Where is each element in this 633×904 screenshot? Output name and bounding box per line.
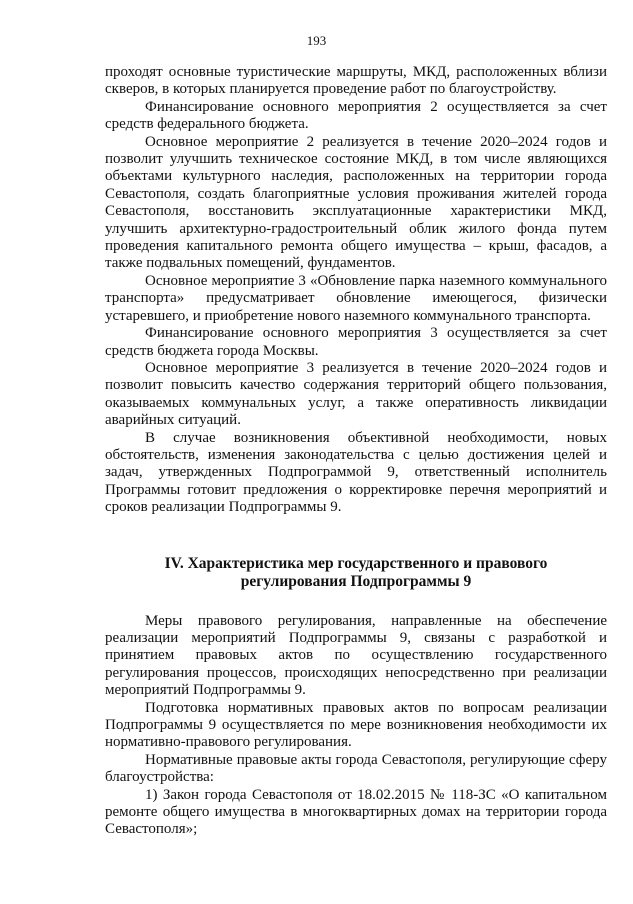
paragraph: Меры правового регулирования, направленные на обеспечение реализации мероприятий Подпрограммы 9, связаны с разработкой и принятием правовых актов по осуществлению государственного регулирования процессов, происходящих непосредственно при реализации мероприятий Подпрограммы 9. bbox=[105, 612, 607, 699]
document-body bbox=[105, 64, 607, 839]
paragraph: Основное мероприятие 3 «Обновление парка наземного коммунального транспорта» предусматривает обновление имеющегося, физически устаревшего, и приобретение нового наземного коммунального транспорта. bbox=[105, 272, 607, 324]
paragraph: Финансирование основного мероприятия 2 осуществляется за счет средств федерального бюджета. bbox=[105, 98, 607, 133]
paragraph: Основное мероприятие 3 реализуется в течение 2020–2024 годов и позволит повысить качество содержания территорий общего пользования, оказываемых коммунальных услуг, а также оперативность ликвидации аварийных ситуаций. bbox=[105, 359, 607, 429]
paragraph: Нормативные правовые акты города Севастополя, регулирующие сферу благоустройства: bbox=[105, 751, 607, 786]
section-heading-line-1: IV. Характеристика мер государственного и правового bbox=[164, 554, 548, 572]
section-heading bbox=[105, 555, 607, 591]
paragraph: В случае возникновения объективной необходимости, новых обстоятельств, изменения законодательства с целью достижения целей и задач, утвержденных Подпрограммой 9, ответственный исполнитель Программы готовит предложения о корректировке перечня мероприятий и сроков реализации Подпрограммы 9. bbox=[105, 429, 607, 516]
paragraph: Подготовка нормативных правовых актов по вопросам реализации Подпрограммы 9 осуществляется по мере возникновения необходимости их нормативно-правового регулирования. bbox=[105, 699, 607, 751]
section-heading-line-2: регулирования Подпрограммы 9 bbox=[240, 572, 472, 590]
paragraph: Основное мероприятие 2 реализуется в течение 2020–2024 годов и позволит улучшить техническое состояние МКД, в том числе являющихся объектами культурного наследия, расположенных на территории города Севастополя, создать благоприятные условия проживания жителей города Севастополя, восстановить эксплуатационные характеристики МКД, улучшить архитектурно-градостроительный облик жилого фонда путем проведения капитального ремонта общего имущества – крыш, фасадов, а также подвальных помещений, фундаментов. bbox=[105, 133, 607, 272]
page-number: 193 bbox=[306, 33, 327, 48]
paragraph: Финансирование основного мероприятия 3 осуществляется за счет средств бюджета города Москвы. bbox=[105, 325, 607, 359]
paragraph: проходят основные туристические маршруты, МКД, расположенных вблизи скверов, в которых планируется проведение работ по благоустройству. bbox=[105, 64, 607, 98]
list-item: 1) Закон города Севастополя от 18.02.2015 № 118-ЗС «О капитальном ремонте общего имущества в многоквартирных домах на территории города Севастополя»; bbox=[105, 786, 607, 838]
